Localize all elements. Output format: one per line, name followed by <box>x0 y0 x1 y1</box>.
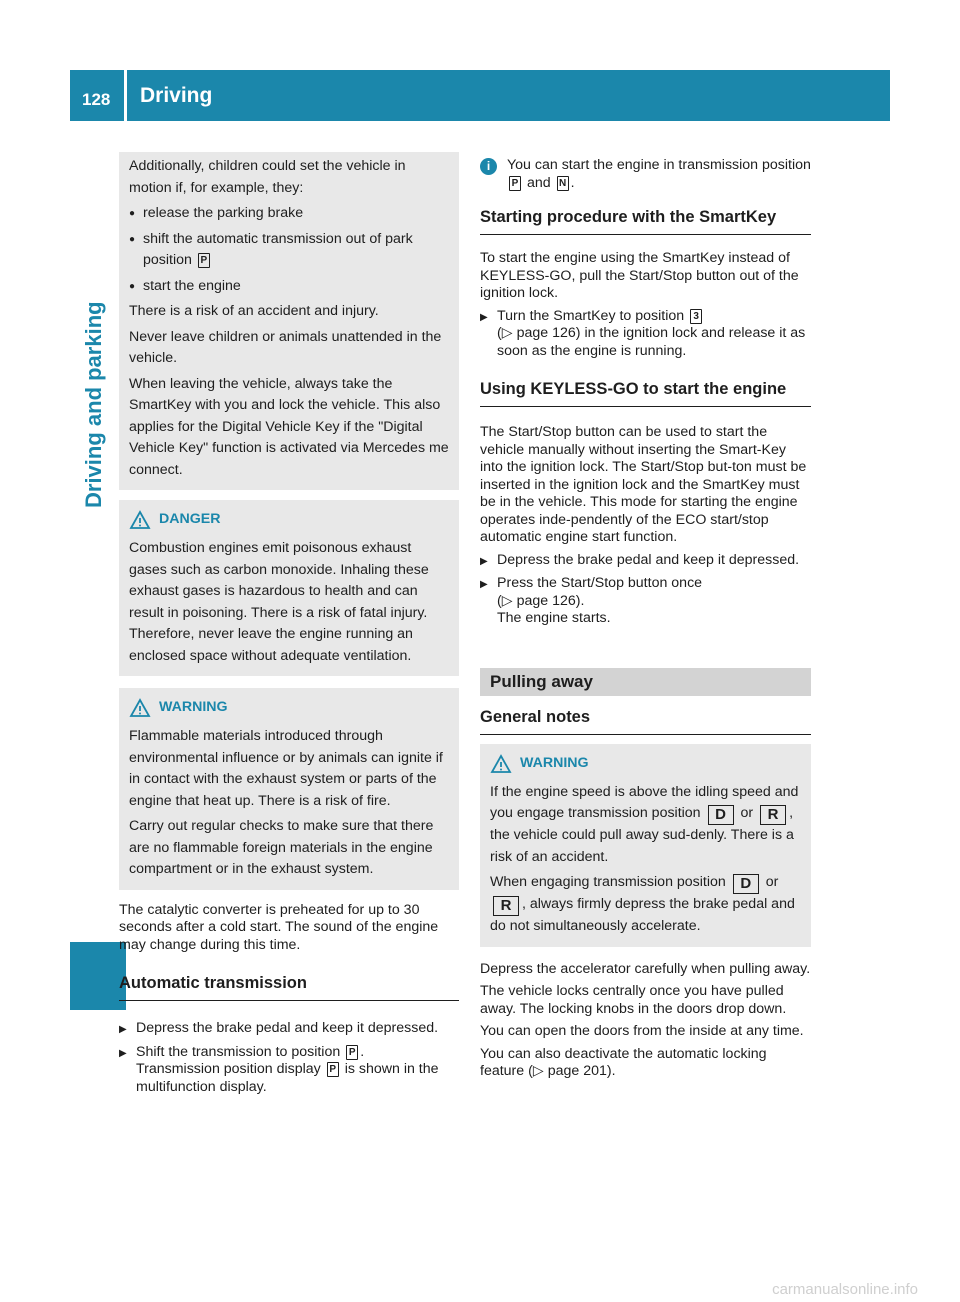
left-column <box>119 152 459 1101</box>
step-arrow-icon: ▶ <box>119 1047 127 1059</box>
transmission-p-icon: P <box>198 253 210 268</box>
bullet-icon: ● <box>129 208 136 219</box>
children-warning-box <box>119 152 459 490</box>
children-intro: Additionally, children could set the vehicle in motion if, for example, they: <box>129 158 406 196</box>
side-tab <box>70 121 126 1011</box>
transmission-d-icon: D <box>733 874 759 894</box>
section-title-keyless: Using KEYLESS-GO to start the engine <box>480 378 811 407</box>
list-item: ▶ Depress the brake pedal and keep it depressed. <box>480 552 811 571</box>
doors-text: You can open the doors from the inside at any time. <box>480 1023 804 1039</box>
list-item: ▶ Press the Start/Stop button once (▷ page 126). The engine starts. <box>480 575 703 626</box>
auto-trans-steps <box>119 1020 459 1096</box>
side-tab-label: Driving and parking <box>81 301 106 508</box>
warning-heading: WARNING <box>490 754 801 774</box>
keyless-intro: The Start/Stop button can be used to start the vehicle manually without inserting the Smart-Key into the ignition lock. The Start/Stop but-ton must be inserted in the ignition lock and the SmartKey must be in the vehicle. This mode for starting the engine operates inde-pendently of the ECO start/stop automatic engine start function. <box>480 424 807 545</box>
transmission-p-icon: P <box>327 1062 339 1077</box>
section-title-smartkey: Starting procedure with the SmartKey <box>480 206 811 235</box>
accelerator-text: Depress the accelerator carefully when pulling away. <box>480 960 811 977</box>
danger-heading: DANGER <box>129 510 449 530</box>
list-item: ▶ Depress the brake pedal and keep it depressed. <box>119 1020 459 1039</box>
step-arrow-icon: ▶ <box>480 579 488 590</box>
position-3-icon: 3 <box>690 309 702 324</box>
warning-checks-text: Carry out regular checks to make sure that there are no flammable foreign materials in the engine compartment or in the exhaust system. <box>129 818 434 877</box>
page-title: Driving <box>140 84 213 107</box>
transmission-d-icon: D <box>708 805 734 825</box>
warning-brake-text: When engaging transmission position D or R , always firmly depress the brake pedal and do not simultaneously accelerate. <box>490 874 795 934</box>
never-leave-text: Never leave children or animals unattended in the vehicle. <box>129 328 442 366</box>
footer-watermark: carmanualsonline.info <box>772 1281 918 1298</box>
pulling-away-notes <box>480 961 811 1081</box>
step-arrow-icon: ▶ <box>480 555 488 567</box>
list-item: ▶ Shift the transmission to position P . Transmission position display P is shown in the multifunction display. <box>119 1043 439 1095</box>
list-item: ● shift the automatic transmission out of park position P <box>129 229 449 272</box>
step-arrow-icon: ▶ <box>480 311 488 323</box>
warning-triangle-icon <box>490 754 512 774</box>
smartkey-intro: To start the engine using the SmartKey instead of KEYLESS-GO, pull the Start/Stop button out of the ignition lock. <box>480 250 799 301</box>
danger-text: Combustion engines emit poisonous exhaust gases such as carbon monoxide. Inhaling these exhaust gases is hazardous to health and can result in poisoning. There is a risk of fatal injury. Therefore, never leave the engine running an enclosed space without adequate ventilation. <box>129 540 429 664</box>
header-divider <box>124 70 127 121</box>
transmission-n-icon: N <box>557 176 569 191</box>
fire-warning-box <box>119 688 459 890</box>
bullet-icon: ● <box>129 280 136 292</box>
warning-triangle-icon <box>129 698 151 718</box>
list-item: ● start the engine <box>129 276 449 298</box>
section-title-auto-trans: Automatic transmission <box>119 972 459 1001</box>
smartkey-text: When leaving the vehicle, always take the SmartKey with you and lock the vehicle. This also applies for the Digital Vehicle Key if the "Digital Vehicle Key" function is activated via Mercedes me connect. <box>129 375 449 478</box>
side-tab-marker <box>70 942 126 1010</box>
transmission-p-icon: P <box>509 176 521 191</box>
page-ref-icon: ▷ <box>501 592 513 609</box>
warning-heading: WARNING <box>129 698 449 718</box>
transmission-p-icon: P <box>346 1045 358 1060</box>
risk-text: There is a risk of an accident and injury. <box>129 303 379 319</box>
right-column <box>480 152 811 1086</box>
section-title-general-notes: General notes <box>480 706 811 735</box>
warning-text: If the engine speed is above the idling speed and you engage transmission position D or R , the vehicle could pull away sud-denly. There is a risk of an accident. <box>490 783 799 865</box>
transmission-r-icon: R <box>493 896 519 916</box>
warning-text: Flammable materials introduced through environmental influence or by animals can ignite if in contact with the exhaust system or parts of the engine that heat up. There is a risk of fire. <box>129 728 443 809</box>
step-arrow-icon: ▶ <box>119 1024 127 1035</box>
transmission-r-icon: R <box>760 805 786 825</box>
page-ref-icon: ▷ <box>532 1063 544 1079</box>
bullet-icon: ● <box>129 233 136 245</box>
page-number: 128 <box>82 90 111 109</box>
list-item: ● release the parking brake <box>129 203 449 225</box>
info-icon: i <box>480 158 497 175</box>
list-item: ▶ Turn the SmartKey to position 3 (▷ page 126) in the ignition lock and release it as soon as the engine is running. <box>480 307 806 359</box>
deactivate-text: You can also deactivate the automatic locking feature (▷ page 201). <box>480 1045 767 1079</box>
catalytic-text: The catalytic converter is preheated for up to 30 seconds after a cold start. The sound of the engine may change during this time. <box>119 901 439 953</box>
pulling-warning-box <box>480 744 811 947</box>
danger-box <box>119 500 459 676</box>
page-ref-icon: ▷ <box>501 325 513 341</box>
section-bar-pulling-away: Pulling away <box>480 668 811 696</box>
info-note: i You can start the engine in transmission position P and N . <box>480 157 811 192</box>
locking-text: The vehicle locks centrally once you have pulled away. The locking knobs in the doors drop down. <box>480 983 787 1017</box>
warning-triangle-icon <box>129 510 151 530</box>
